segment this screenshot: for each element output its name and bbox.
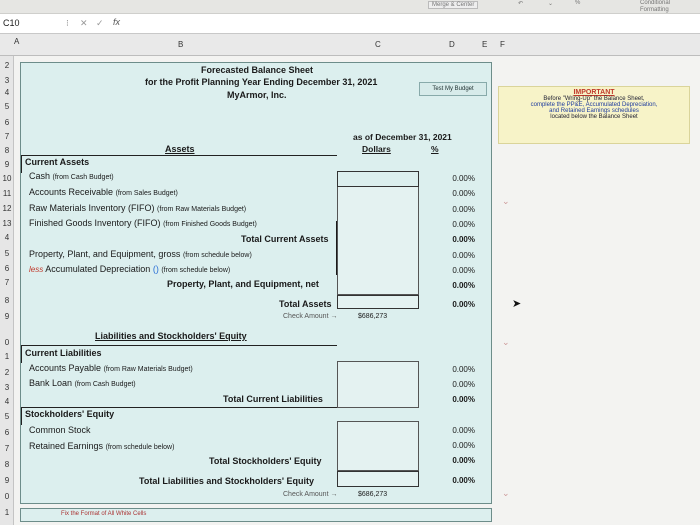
row-header[interactable]: 6 <box>4 428 10 437</box>
fg-pct: 0.00% <box>452 220 475 229</box>
merge-center-button[interactable]: Merge & Center <box>428 1 478 9</box>
trace-arrow-icon: ⌄ <box>502 196 510 206</box>
as-of-date: as of December 31, 2021 <box>353 132 452 142</box>
check-amount-value: $686,273 <box>358 313 388 320</box>
row-header[interactable]: 8 <box>4 296 10 305</box>
note-line: located below the Balance Sheet <box>550 114 638 120</box>
row-header[interactable]: 5 <box>4 102 10 111</box>
raw-materials-label: Raw Materials Inventory (FIFO) (from Raw Materials Budget) <box>29 203 247 213</box>
name-box[interactable]: C10 <box>3 18 20 28</box>
tca-pct: 0.00% <box>452 235 475 244</box>
chevron-down-icon[interactable]: ⌄ <box>548 1 554 7</box>
column-headers <box>0 34 700 56</box>
bank-loan-label: Bank Loan (from Cash Budget) <box>29 378 136 388</box>
total-le-amount-cell[interactable] <box>337 471 419 487</box>
liability-amount-column[interactable] <box>337 361 419 408</box>
row-header[interactable]: 9 <box>4 160 10 169</box>
row-header[interactable]: 6 <box>4 118 10 127</box>
row-header[interactable]: 2 <box>4 61 10 70</box>
ppe-net-label: Property, Plant, and Equipment, net <box>167 279 319 289</box>
equity-amount-column[interactable] <box>337 421 419 471</box>
total-equity-label: Total Stockholders' Equity <box>209 456 322 466</box>
column-header-b[interactable]: B <box>178 40 184 49</box>
border-line <box>21 407 22 425</box>
cash-amount-cell[interactable] <box>337 171 419 187</box>
accounts-receivable-label: Accounts Receivable (from Sales Budget) <box>29 187 178 197</box>
ap-pct: 0.00% <box>452 365 475 374</box>
ta-pct: 0.00% <box>452 300 475 309</box>
cash-pct: 0.00% <box>452 174 475 183</box>
row-header[interactable]: 0 <box>4 338 10 347</box>
common-pct: 0.00% <box>452 426 475 435</box>
column-header-d[interactable]: D <box>449 40 455 49</box>
important-note <box>498 86 690 144</box>
dollars-header: Dollars <box>362 144 391 154</box>
border-line <box>21 345 337 346</box>
column-header-e[interactable]: E <box>482 40 488 49</box>
test-my-budget-button[interactable]: Test My Budget <box>419 82 487 96</box>
row-header[interactable]: 1 <box>4 508 10 517</box>
check-amount-label-2: Check Amount → <box>283 491 338 498</box>
row-header[interactable]: 7 <box>4 444 10 453</box>
row-header[interactable]: 9 <box>4 476 10 485</box>
row-header[interactable]: 0 <box>4 492 10 501</box>
accumulated-depreciation-label: less Accumulated Depreciation () (from schedule below) <box>29 264 231 274</box>
row-header[interactable]: 6 <box>4 264 10 273</box>
trace-arrow-icon: ⌄ <box>502 337 510 347</box>
column-header-f[interactable]: F <box>500 40 505 49</box>
conditional-formatting-label[interactable]: Conditional <box>640 0 671 6</box>
ppe-net-pct: 0.00% <box>452 281 475 290</box>
sheet-title: Forecasted Balance Sheet <box>201 65 314 75</box>
cancel-icon[interactable]: ✕ <box>80 18 88 28</box>
column-header-c[interactable]: C <box>375 40 381 49</box>
row-header[interactable]: 9 <box>4 312 10 321</box>
stockholders-equity-label: Stockholders' Equity <box>25 409 115 419</box>
percent-icon[interactable]: % <box>575 0 581 6</box>
finished-goods-label: Finished Goods Inventory (FIFO) (from Finished Goods Budget) <box>29 218 257 228</box>
note-line: and Retained Earnings schedules <box>549 108 639 114</box>
retained-pct: 0.00% <box>452 441 475 450</box>
row-header[interactable]: 4 <box>4 233 10 242</box>
tle-pct: 0.00% <box>452 476 475 485</box>
current-assets-label: Current Assets <box>25 157 90 167</box>
company-name: MyArmor, Inc. <box>227 90 287 100</box>
row-header[interactable]: 3 <box>4 76 10 85</box>
row-header[interactable]: 4 <box>4 397 10 406</box>
row-header[interactable]: 8 <box>4 460 10 469</box>
formula-input[interactable] <box>130 16 690 31</box>
row-header[interactable]: 2 <box>4 368 10 377</box>
row-header[interactable]: 1 <box>4 352 10 361</box>
loan-pct: 0.00% <box>452 380 475 389</box>
tcl-pct: 0.00% <box>452 395 475 404</box>
name-box-dropdown-icon[interactable]: ⁝ <box>66 18 69 28</box>
fx-icon[interactable]: fx <box>113 17 121 27</box>
column-header-a[interactable]: A <box>14 37 20 46</box>
cash-label: Cash (from Cash Budget) <box>29 171 114 181</box>
ppe-pct: 0.00% <box>452 251 475 260</box>
accounts-payable-label: Accounts Payable (from Raw Materials Budget) <box>29 363 193 373</box>
row-header[interactable]: 4 <box>4 88 10 97</box>
tse-pct: 0.00% <box>452 456 475 465</box>
asset-amount-column <box>337 171 419 295</box>
retained-earnings-label: Retained Earnings (from schedule below) <box>29 441 175 451</box>
ppe-gross-label: Property, Plant, and Equipment, gross (from schedule below) <box>29 249 252 259</box>
current-liabilities-label: Current Liabilities <box>25 348 102 358</box>
total-current-assets-label: Total Current Assets <box>241 234 329 244</box>
formula-bar <box>0 14 700 34</box>
conditional-formatting-label-2: Formatting <box>640 7 669 13</box>
check-amount-label: Check Amount → <box>283 313 338 320</box>
border-line <box>21 155 22 173</box>
border-line <box>21 155 337 156</box>
row-header[interactable]: 5 <box>4 249 10 258</box>
enter-icon[interactable]: ✓ <box>96 18 104 28</box>
note-line: Before "Wring-Up" the Balance Sheet, <box>543 96 645 102</box>
row-header[interactable]: 7 <box>4 132 10 141</box>
balance-sheet-area <box>20 62 492 504</box>
fix-format-note: Fix the Format of All White Cells <box>61 511 147 517</box>
row-header[interactable]: 3 <box>4 383 10 392</box>
ar-pct: 0.00% <box>452 189 475 198</box>
row-header[interactable]: 12 <box>2 204 12 213</box>
row-header[interactable]: 8 <box>4 146 10 155</box>
check-amount-value-2: $686,273 <box>358 491 388 498</box>
row-header[interactable]: 13 <box>2 219 12 228</box>
total-assets-label: Total Assets <box>279 299 332 309</box>
note-line: complete the PP&E, Accumulated Depreciation, <box>530 102 658 108</box>
mouse-cursor-icon: ➤ <box>512 298 522 310</box>
liabilities-heading: Liabilities and Stockholders' Equity <box>95 331 247 341</box>
undo-icon[interactable]: ↶ <box>518 1 524 7</box>
common-stock-label: Common Stock <box>29 425 91 435</box>
row-header[interactable]: 10 <box>2 174 12 183</box>
total-assets-amount-cell[interactable] <box>337 295 419 309</box>
ribbon <box>0 0 700 14</box>
sheet-subtitle: for the Profit Planning Year Ending December 31, 2021 <box>145 77 378 87</box>
row-headers <box>0 56 14 525</box>
total-le-label: Total Liabilities and Stockholders' Equity <box>139 476 314 486</box>
border-line <box>21 345 22 363</box>
note-title: IMPORTANT <box>573 89 615 96</box>
accum-pct: 0.00% <box>452 266 475 275</box>
percent-header: % <box>431 144 439 154</box>
border-line <box>21 407 337 408</box>
row-header[interactable]: 11 <box>2 189 12 198</box>
assets-header: Assets <box>165 144 195 154</box>
rm-pct: 0.00% <box>452 205 475 214</box>
total-current-liabilities-label: Total Current Liabilities <box>223 394 323 404</box>
footer-bar <box>20 508 492 522</box>
row-header[interactable]: 7 <box>4 278 10 287</box>
row-header[interactable]: 5 <box>4 412 10 421</box>
trace-arrow-icon: ⌄ <box>502 488 510 498</box>
